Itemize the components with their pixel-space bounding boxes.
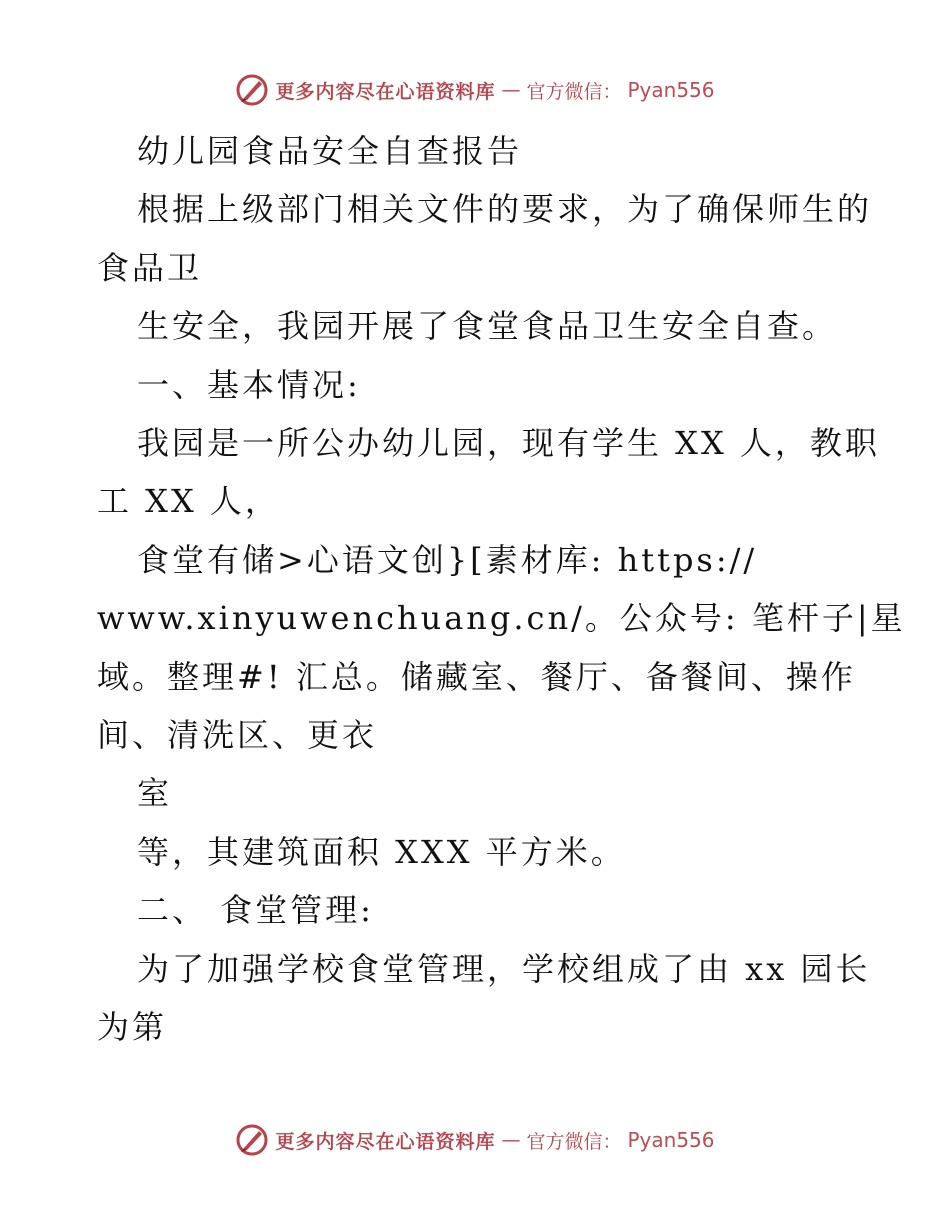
paragraph-line: 室 <box>137 774 173 813</box>
section-heading: 一、基本情况: <box>137 365 361 404</box>
banner-brand: 更多内容尽在心语资料库 <box>275 1130 496 1153</box>
banner-wechat-label: 官方微信： <box>526 80 622 103</box>
paragraph-line: 工 XX 人， <box>97 482 280 521</box>
paragraph-line: 为了加强学校食堂管理，学校组成了由 xx 园长 <box>137 949 871 988</box>
paragraph-line: 为第 <box>97 1008 168 1047</box>
quill-pen-icon <box>235 1123 269 1157</box>
banner-separator: — <box>501 79 521 101</box>
banner-account: Pyan556 <box>627 1128 715 1152</box>
banner-account: Pyan556 <box>627 78 715 102</box>
header-banner <box>0 70 950 110</box>
paragraph-line: 等，其建筑面积 XXX 平方米。 <box>137 832 626 871</box>
document-body <box>97 122 906 1057</box>
paragraph-line: 我园是一所公办幼儿园，现有学生 XX 人，教职 <box>137 424 880 463</box>
paragraph-line: 间、清洗区、更衣 <box>97 716 378 755</box>
paragraph-line: 生安全，我园开展了食堂食品卫生安全自查。 <box>137 307 838 346</box>
quill-pen-icon <box>235 73 269 107</box>
paragraph-line: 域。整理#! 汇总。储藏室、餐厅、备餐间、操作 <box>97 657 856 696</box>
paragraph-line: 食品卫 <box>97 248 203 287</box>
banner-separator: — <box>501 1129 521 1151</box>
banner-brand: 更多内容尽在心语资料库 <box>275 80 496 103</box>
document-title: 幼儿园食品安全自查报告 <box>137 132 523 170</box>
paragraph-line: 根据上级部门相关文件的要求，为了确保师生的 <box>137 190 873 229</box>
paragraph-line: www.xinyuwenchuang.cn/。公众号: 笔杆子|星 <box>97 599 906 638</box>
paragraph-line: 食堂有储>心语文创}[素材库: https:// <box>137 540 758 579</box>
section-heading: 二、 食堂管理: <box>137 891 374 930</box>
banner-wechat-label: 官方微信： <box>526 1130 622 1153</box>
footer-banner <box>0 1120 950 1160</box>
